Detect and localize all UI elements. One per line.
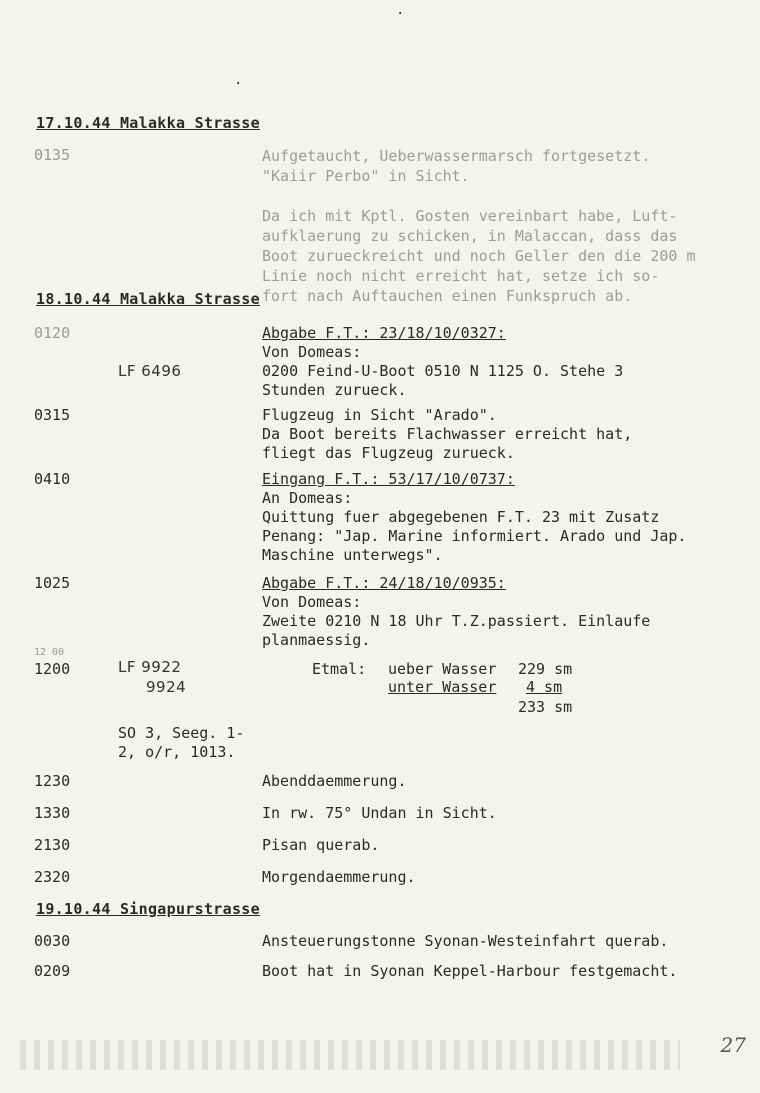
entry-text: Abgabe F.T.: 23/18/10/0327: Von Domeas: 0200 Feind-U-Boot 0510 N 1125 O. Stehe 3 Stunden zurueck. <box>262 324 624 399</box>
entry-time: 1230 <box>34 772 71 790</box>
entry-time: 0135 <box>34 146 71 164</box>
weather-note: SO 3, Seeg. 1- 2, o/r, 1013. <box>118 724 245 761</box>
entry-time: 0030 <box>34 932 71 950</box>
handwritten-note: LF 9922 <box>118 658 182 676</box>
ink-speck: · <box>234 76 243 92</box>
entry-time: 1025 <box>34 574 71 592</box>
etmal-row-label: unter Wasser <box>388 678 497 696</box>
page-number: 27 <box>720 1033 746 1057</box>
entry-time: 0410 <box>34 470 71 488</box>
section-header-17-10-44: 17.10.44 Malakka Strasse <box>36 114 260 132</box>
entry-text: Eingang F.T.: 53/17/10/0737: An Domeas: Quittung fuer abgegebenen F.T. 23 mit Zusatz Penang: "Jap. Marine informiert. Arado und Jap. Maschine unterwegs". <box>262 470 687 564</box>
entry-time: 1200 <box>34 660 71 678</box>
entry-time: 0120 <box>34 324 71 342</box>
etmal-row-value: 4 sm <box>526 678 563 696</box>
handwritten-note: LF 6496 <box>118 362 182 380</box>
entry-text: Abgabe F.T.: 24/18/10/0935: Von Domeas: Zweite 0210 N 18 Uhr T.Z.passiert. Einlaufe planmaessig. <box>262 574 651 649</box>
handwritten-note: 9924 <box>146 678 187 696</box>
entry-text: Morgendaemmerung. <box>262 868 416 886</box>
scan-noise <box>20 1040 680 1070</box>
etmal-row-label: ueber Wasser <box>388 660 497 678</box>
entry-text: Aufgetaucht, Ueberwassermarsch fortgesetzt. "Kaiir Perbo" in Sicht. Da ich mit Kptl. Gosten vereinbart habe, Luft- aufklaerung zu schicken, in Malaccan, dass das Boot zurueckreicht und noch Geller den die 200 m Linie noch nicht erreicht hat, setze ich so- fort nach Auftauchen einen Funkspruch ab. <box>262 147 696 305</box>
entry-time: 1330 <box>34 804 71 822</box>
etmal-label: Etmal: <box>312 660 367 678</box>
entry-text: Boot hat in Syonan Keppel-Harbour festgemacht. <box>262 962 678 980</box>
etmal-row-value: 229 sm <box>518 660 573 678</box>
entry-time: 0209 <box>34 962 71 980</box>
entry-time: 2130 <box>34 836 71 854</box>
time-correction: 12 00 <box>34 647 65 658</box>
entry-text: Ansteuerungstonne Syonan-Westeinfahrt querab. <box>262 932 669 950</box>
entry-text: Abenddaemmerung. <box>262 772 407 790</box>
ink-speck: · <box>396 6 405 22</box>
entry-time: 0315 <box>34 406 71 424</box>
section-header-18-10-44: 18.10.44 Malakka Strasse <box>36 290 260 308</box>
section-header-19-10-44: 19.10.44 Singapurstrasse <box>36 900 260 918</box>
etmal-total: 233 sm <box>518 698 573 716</box>
entry-text: Pisan querab. <box>262 836 380 854</box>
entry-time: 2320 <box>34 868 71 886</box>
entry-text: Flugzeug in Sicht "Arado". Da Boot bereits Flachwasser erreicht hat, fliegt das Flugzeug zurueck. <box>262 406 633 462</box>
entry-text: In rw. 75° Undan in Sicht. <box>262 804 497 822</box>
